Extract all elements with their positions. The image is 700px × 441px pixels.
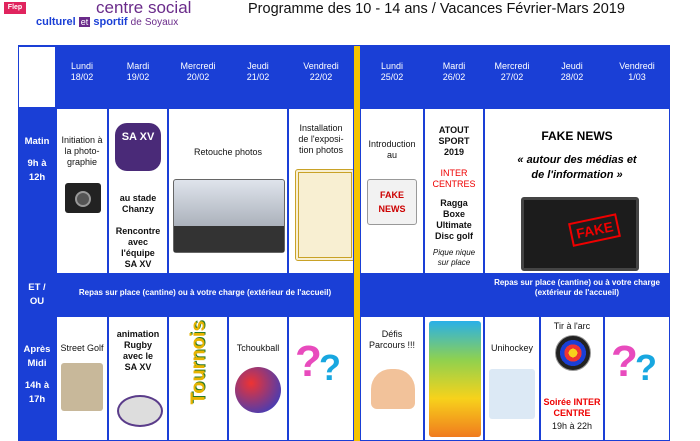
activity-surprise bbox=[604, 316, 670, 441]
activity-retouche-photos: Retouche photos bbox=[168, 108, 288, 274]
tchoukball-image bbox=[235, 367, 281, 413]
row-label-apres-midi: Après Midi 14h à 17h bbox=[18, 316, 56, 441]
unihockey-image bbox=[489, 369, 535, 419]
day-header: Jeudi 28/02 bbox=[540, 46, 604, 108]
activity-photo-initiation: Initiation à la photo- graphie bbox=[56, 108, 108, 274]
logo bbox=[0, 0, 210, 30]
activity-tir-arc: Tir à l'arc Soirée INTER CENTRE 19h à 22h bbox=[540, 316, 604, 441]
fake-stamp: FAKE bbox=[568, 213, 621, 247]
fake-news-image: FAKE NEWS bbox=[367, 179, 417, 225]
activity-surprise bbox=[288, 316, 354, 441]
repas-blank bbox=[360, 274, 484, 316]
day-header: Mercredi 27/02 bbox=[484, 46, 540, 108]
fake-news-subtitle: « autour des médias et de l'information » bbox=[517, 154, 637, 181]
activity-street-golf: Street Golf bbox=[56, 316, 108, 441]
day-header: Jeudi 21/02 bbox=[228, 46, 288, 108]
tv-fake-image bbox=[521, 197, 639, 271]
logo-de: de bbox=[130, 17, 142, 28]
repas-week1: Repas sur place (cantine) ou à votre charge (extérieur de l'accueil) bbox=[56, 274, 354, 316]
activity-rugby: animation Rugby avec le SA XV bbox=[108, 316, 168, 441]
question-mark-icon: ? bbox=[319, 347, 341, 388]
flep-logo: Flep bbox=[4, 2, 26, 14]
day-header: Mercredi 20/02 bbox=[168, 46, 228, 108]
activity-defis-parcours: Défis Parcours !!! bbox=[360, 316, 424, 441]
logo-centre-social: centre social bbox=[96, 0, 192, 17]
fake-news-title: FAKE NEWS bbox=[541, 129, 613, 143]
rugby-ball-image bbox=[117, 395, 163, 427]
day-header: Mardi 19/02 bbox=[108, 46, 168, 108]
day-header: Lundi 25/02 bbox=[360, 46, 424, 108]
biceps-image bbox=[371, 369, 415, 409]
day-header: Vendredi 22/02 bbox=[288, 46, 354, 108]
day-header: Vendredi 1/03 bbox=[604, 46, 670, 108]
activity-installation-expo: Installation de l'exposi- tion photos bbox=[288, 108, 354, 274]
street-golf-image bbox=[61, 363, 103, 411]
question-mark-icon: ? bbox=[635, 347, 657, 388]
frames-image bbox=[295, 169, 354, 261]
soiree-text: Soirée INTER CENTRE bbox=[543, 397, 601, 418]
rencontre-text: Rencontre avec l'équipe SA XV bbox=[115, 226, 161, 269]
photo-editor-image bbox=[173, 179, 285, 253]
activity-sport-silhouettes bbox=[424, 316, 484, 441]
camera-image bbox=[65, 183, 101, 213]
activity-tournois bbox=[168, 316, 228, 441]
sa-xv-badge: SA XV bbox=[115, 123, 161, 171]
logo-sportif: sportif bbox=[93, 16, 128, 28]
day-header: Lundi 18/02 bbox=[56, 46, 108, 108]
soiree-time: 19h à 22h bbox=[551, 421, 593, 431]
logo-culturel: culturel bbox=[36, 16, 76, 28]
activity-atout-sport: ATOUT SPORT 2019 INTER CENTRES Ragga Boxe Ultimate Disc golf Pique nique sur place bbox=[424, 108, 484, 274]
day-header: Mardi 26/02 bbox=[424, 46, 484, 108]
question-mark-icon: ? bbox=[611, 337, 638, 386]
activity-sa-xv-match bbox=[108, 108, 168, 274]
activity-intro-fake-news: Introduction au FAKE NEWS bbox=[360, 108, 424, 274]
archery-target-image bbox=[555, 335, 591, 371]
stade-text: au stade Chanzy bbox=[119, 193, 157, 214]
tournois-image: Tournois bbox=[187, 320, 210, 405]
activity-unihockey: Unihockey bbox=[484, 316, 540, 441]
logo-et: et bbox=[80, 17, 89, 27]
row-label-midi: ET / OU bbox=[18, 274, 56, 316]
row-label-matin: Matin 9h à 12h bbox=[18, 108, 56, 274]
silhouettes-image bbox=[429, 321, 481, 437]
activity-tchoukball: Tchoukball bbox=[228, 316, 288, 441]
logo-soyaux: Soyaux bbox=[144, 17, 179, 28]
activity-fake-news bbox=[484, 108, 670, 274]
page-title: Programme des 10 - 14 ans / Vacances Février-Mars 2019 bbox=[248, 1, 625, 17]
question-mark-icon: ? bbox=[295, 337, 322, 386]
repas-week2: Repas sur place (cantine) ou à votre charge (extérieur de l'accueil) bbox=[484, 274, 670, 316]
logo-subtitle bbox=[36, 16, 178, 28]
corner-cell bbox=[18, 46, 56, 108]
